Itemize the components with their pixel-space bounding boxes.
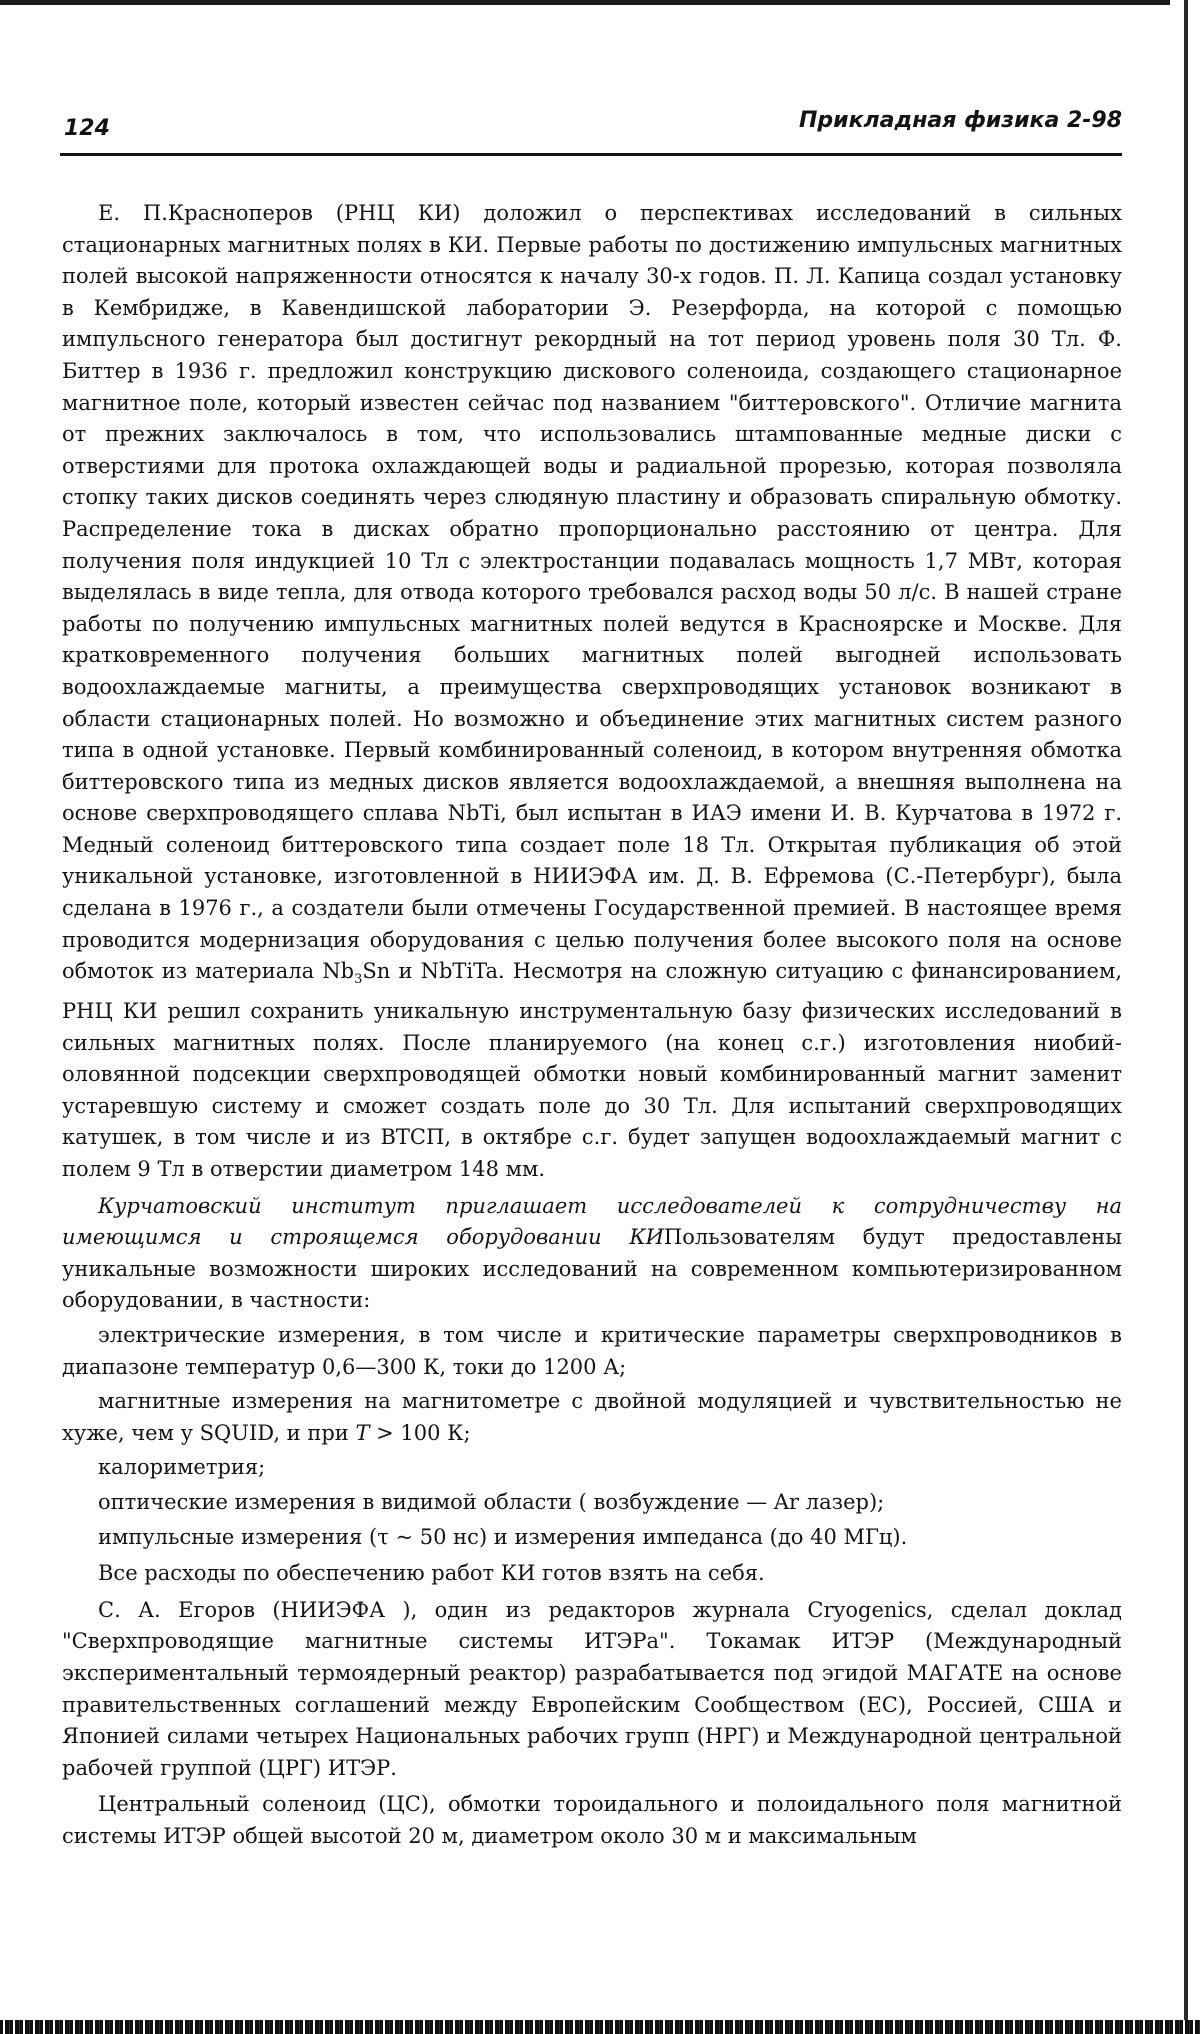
- header-rule: [60, 153, 1122, 156]
- paragraph-invitation: Курчатовский институт приглашает исследователей к сотрудничеству на имеющимся и строящемся оборудовании КИПользователям будут предоставлены уникальные возможности широких исследований на современном компьютеризированном оборудовании, в частности:: [62, 1193, 1122, 1313]
- paragraph-central-solenoid: Центральный соленоид (ЦС), обмотки тороидального и полоидального поля магнитной системы ИТЭР общей высотой 20 м, диаметром около 30 м и максимальным: [62, 1792, 1122, 1848]
- scan-edge-top: [0, 0, 1170, 5]
- subscript-3: 3: [354, 972, 363, 988]
- list-item: оптические измерения в видимой области ( возбуждение — Ar лазер);: [98, 1489, 885, 1514]
- paragraph-egorov: С. А. Егоров (НИИЭФА ), один из редакторов журнала Cryogenics, сделал доклад "Сверхпроводящие магнитные системы ИТЭРа". Токамак ИТЭР (Международный экспериментальный термоядерный реактор) разрабатывается под эгидой МАГАТЕ на основе правительственных соглашений между Европейским Сообществом (ЕС), Россией, США и Японией силами четырех Национальных рабочих групп (НРГ) и Международной центральной рабочей группой (ЦРГ) ИТЭР.: [62, 1597, 1122, 1780]
- journal-title: Прикладная физика 2-98: [799, 108, 1122, 133]
- scan-edge-right: [1184, 0, 1188, 2034]
- page-number: 124: [64, 116, 110, 141]
- list-item: магнитные измерения на магнитометре с двойной модуляцией и чувствительностью не хуже, чем у SQUID, и при T > 100 К;: [62, 1389, 1122, 1445]
- list-item: импульсные измерения (τ ~ 50 нс) и измерения импеданса (до 40 МГц).: [98, 1524, 908, 1549]
- paragraph-krasnoperov: Е. П.Красноперов (РНЦ КИ) доложил о перспективах исследований в сильных стационарных магнитных полях в КИ. Первые работы по достижению импульсных магнитных полей высокой напряженности относятся к началу 30-х годов. П. Л. Капица создал установку в Кембридже, в Кавендишской лаборатории Э. Резерфорда, на которой с помощью импульсного генератора был достигнут рекордный на тот период уровень поля 30 Тл. Ф. Биттер в 1936 г. предложил конструкцию дискового соленоида, создающего стационарное магнитное поле, который известен сейчас под названием "биттеровского". Отличие магнита от прежних заключалось в том, что использовались штампованные медные диски с отверстиями для протока охлаждающей воды и радиальной прорезью, которая позволяла стопку таких дисков соединять через слюдяную пластину и образовать спиральную обмотку. Распределение тока в дисках обратно пропорционально расстоянию от центра. Для получения поля индукцией 10 Тл с электростанции подавалась мощность 1,7 МВт, которая выделялась в виде тепла, для отвода которого требовался расход воды 50 л/с. В нашей стране работы по получению импульсных магнитных полей ведутся в Красноярске и Москве. Для кратковременного получения больших магнитных полей выгодней использовать водоохлаждаемые магниты, а преимущества сверхпроводящих установок возникают в области стационарных полей. Но возможно и объединение этих магнитных систем разного типа в одной установке. Первый комбинированный соленоид, в котором внутренняя обмотка биттеровского типа из медных дисков является водоохлаждаемой, а внешняя выполнена на основе сверхпроводящего сплава NbTi, был испытан в ИАЭ имени И. В. Курчатова в 1972 г. Медный соленоид биттеровского типа создает поле 18 Тл. Открытая публикация об этой уникальной установке, изготовленной в НИИЭФА им. Д. В. Ефремова (С.-Петербург), была сделана в 1976 г., а создатели были отмечены Государственной премией. В настоящее время проводится модернизация оборудования с целью получения более высокого поля на основе обмоток из материала $Nb_3Sn$ и NbTiTa. Несмотря на сложную ситуацию с финансированием, РНЦ КИ решил сохранить уникальную инструментальную базу физических исследований в сильных магнитных полях. После планируемого (на конец с.г.) изготовления ниобий-оловянной подсекции сверхпроводящей обмотки новый комбинированный магнит заменит устаревшую систему и сможет создать поле до 30 Тл. Для испытаний сверхпроводящих катушек, в том числе и из ВТСП, в октябре с.г. будет запущен водоохлаждаемый магнит с полем 9 Тл в отверстии диаметром 148 мм.: [62, 201, 1122, 1181]
- invitation-italic: Курчатовский институт приглашает исследователей к сотрудничеству на имеющимся и строящемся оборудовании КИ: [62, 1193, 1122, 1250]
- scan-edge-bottom: [0, 2020, 1200, 2034]
- list-item: электрические измерения, в том числе и критические параметры сверхпроводников в диапазоне температур 0,6—300 К, токи до 1200 А;: [62, 1322, 1122, 1379]
- article-body: [62, 198, 1122, 1852]
- running-header: [60, 108, 1122, 148]
- paragraph-expenses: Все расходы по обеспечению работ КИ готов взять на себя.: [98, 1561, 765, 1586]
- list-item: калориметрия;: [98, 1455, 266, 1480]
